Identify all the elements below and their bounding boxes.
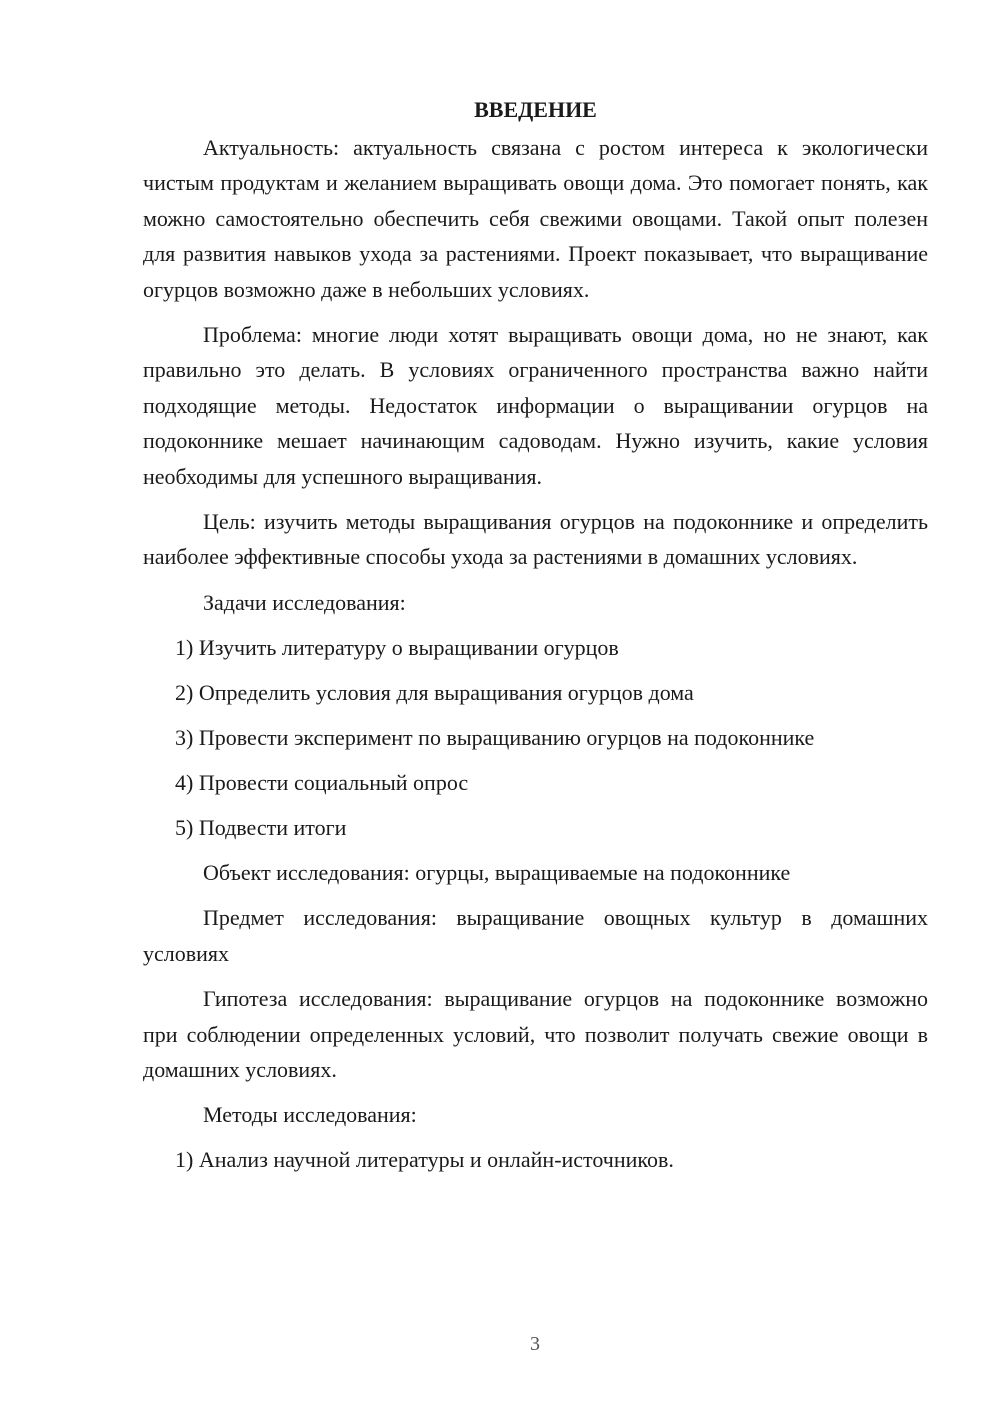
page-number: 3 [530, 1333, 540, 1355]
list-item: 5) Подвести итоги [175, 814, 347, 840]
document-page [143, 92, 928, 1187]
methods-heading: Методы исследования: [203, 1102, 417, 1128]
object-paragraph: Объект исследования: огурцы, выращиваемые на подоконнике [203, 859, 791, 885]
tasks-list [143, 630, 928, 845]
problem-paragraph: Проблема: многие люди хотят выращивать овощи дома, но не знают, как правильно это делать. В условиях ограниченного пространства важно найти подходящие методы. Недостаток информации о выращивании огурцов на подоконнике мешает начинающим садоводам. Нужно изучить, какие условия необходимы для успешного выращивания. [143, 322, 928, 489]
list-item: 4) Провести социальный опрос [175, 769, 469, 795]
relevance-paragraph: Актуальность: актуальность связана с ростом интереса к экологически чистым продуктам и желанием выращивать овощи дома. Это помогает понять, как можно самостоятельно обеспечить себя свежими овощами. Такой опыт полезен для развития навыков ухода за растениями. Проект показывает, что выращивание огурцов возможно даже в небольших условиях. [143, 135, 928, 302]
list-item: 2) Определить условия для выращивания огурцов дома [175, 679, 694, 705]
goal-paragraph: Цель: изучить методы выращивания огурцов на подоконнике и определить наиболее эффективные способы ухода за растениями в домашних условиях. [143, 509, 928, 570]
methods-list [143, 1142, 928, 1177]
subject-paragraph: Предмет исследования: выращивание овощных культур в домашних условиях [143, 905, 928, 966]
list-item: 1) Изучить литературу о выращивании огурцов [175, 634, 619, 660]
hypothesis-paragraph: Гипотеза исследования: выращивание огурцов на подоконнике возможно при соблюдении определенных условий, что позволит получать свежие овощи в домашних условиях. [143, 986, 928, 1082]
list-item: 1) Анализ научной литературы и онлайн-источников. [175, 1147, 674, 1173]
tasks-heading: Задачи исследования: [203, 589, 406, 615]
list-item: 3) Провести эксперимент по выращиванию огурцов на подоконнике [175, 724, 815, 750]
section-title: ВВЕДЕНИЕ [474, 97, 597, 122]
